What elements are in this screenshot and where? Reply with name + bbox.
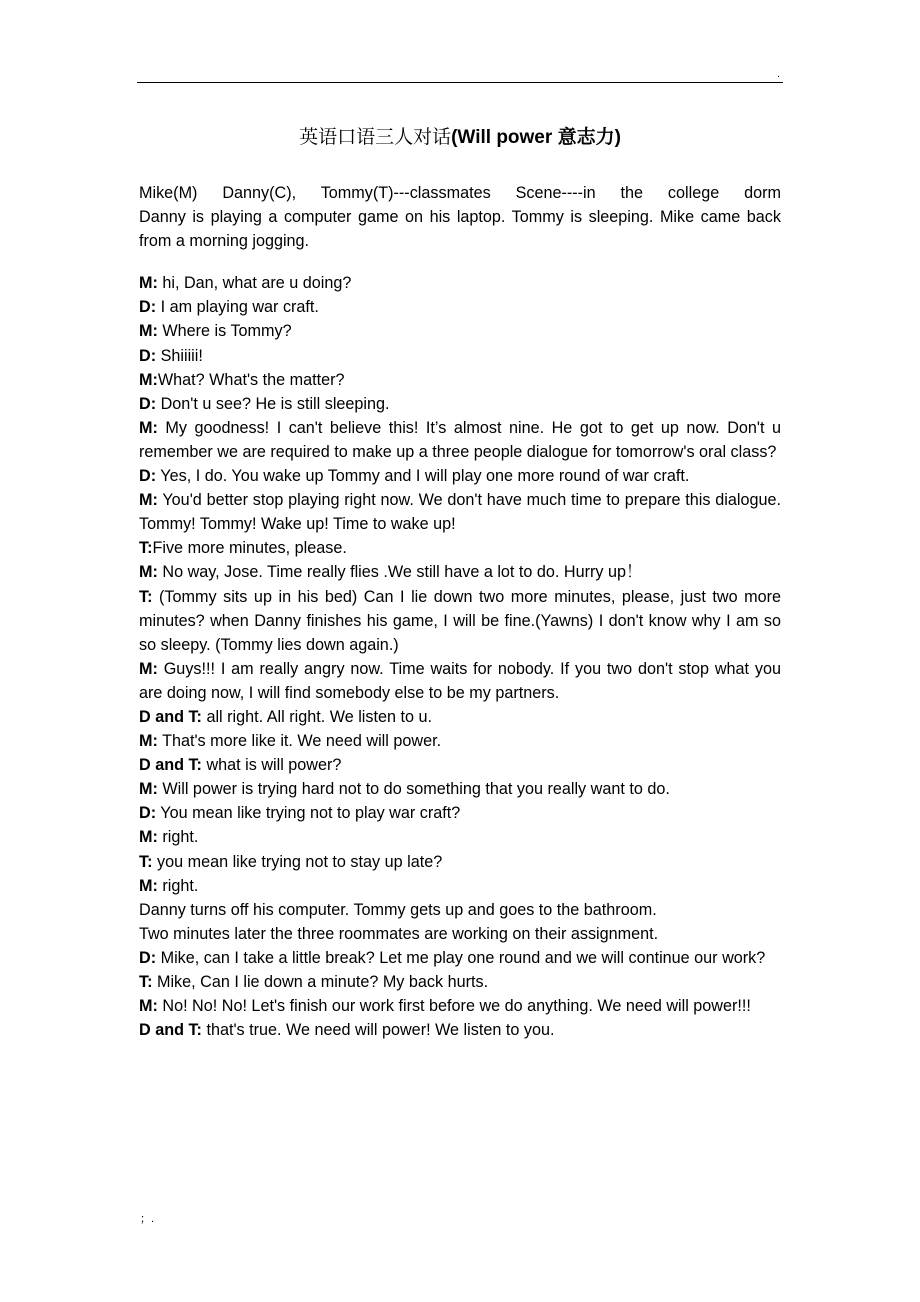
speaker-label: M: xyxy=(139,659,158,678)
dialogue-text: You'd better stop playing right now. We don't have much time to prepare this dialogue. Tommy! Tommy! Wake up! Time to wake up! xyxy=(139,491,781,534)
dialogue-line xyxy=(139,560,781,584)
dialogue-text: hi, Dan, what are u doing? xyxy=(157,274,352,293)
dialogue-text: That's more like it. We need will power. xyxy=(157,732,442,751)
speaker-label: T: xyxy=(139,587,153,606)
dialogue-text: Where is Tommy? xyxy=(157,322,292,341)
dialogue-line xyxy=(139,585,781,657)
dialogue-text: No way, Jose. Time really flies .We still have a lot to do. Hurry up！ xyxy=(157,563,643,582)
speaker-label: M: xyxy=(139,780,158,799)
dialogue-text: what is will power? xyxy=(201,756,342,775)
header-mark: . xyxy=(777,68,781,80)
dialogue-text: Shiiiii! xyxy=(156,346,203,365)
dialogue-line xyxy=(139,970,781,994)
dialogue-text: that's true. We need will power! We listen to you. xyxy=(201,1021,555,1040)
dialogue-text: all right. All right. We listen to u. xyxy=(201,707,432,726)
title-zh-prefix: 英语口语三人对话 xyxy=(299,127,452,148)
dialogue-line xyxy=(139,536,781,560)
title-zh-suffix: 意志力) xyxy=(557,127,621,148)
dialogue-line xyxy=(139,753,781,777)
speaker-label: T: xyxy=(139,852,153,871)
dialogue-text: right. xyxy=(157,876,199,895)
dialogue-line xyxy=(139,898,781,922)
intro-characters-scene xyxy=(139,181,781,205)
dialogue-text: right. xyxy=(157,828,199,847)
dialogue-line xyxy=(139,368,781,392)
dialogue-text: Don't u see? He is still sleeping. xyxy=(156,394,390,413)
dialogue-line xyxy=(139,344,781,368)
dialogue-line xyxy=(139,777,781,801)
dialogue-line xyxy=(139,874,781,898)
dialogue-line xyxy=(139,922,781,946)
dialogue-text: Danny turns off his computer. Tommy gets up and goes to the bathroom. xyxy=(139,900,657,919)
header-rule xyxy=(137,82,783,83)
page-title xyxy=(0,122,920,149)
dialogue-text: What? What's the matter? xyxy=(157,370,345,389)
dialogue-line xyxy=(139,850,781,874)
speaker-label: M: xyxy=(139,274,158,293)
dialogue-text: Mike, can I take a little break? Let me play one round and we will continue our work? xyxy=(156,948,766,967)
speaker-label: M: xyxy=(139,370,158,389)
dialogue-line xyxy=(139,464,781,488)
speaker-label: D and T: xyxy=(139,1021,202,1040)
footer-mark: ；. xyxy=(140,1213,155,1225)
dialogue-line xyxy=(139,729,781,753)
dialogue-line xyxy=(139,825,781,849)
dialogue-list xyxy=(139,271,781,1042)
dialogue-text: Five more minutes, please. xyxy=(152,539,347,558)
dialogue-text: (Tommy sits up in his bed) Can I lie down two more minutes, please, just two more minutes? when Danny finishes his game, I will be fine.(Yawns) I don't know why I am so so sleepy. (Tommy lies down again.) xyxy=(139,587,781,654)
dialogue-text: Will power is trying hard not to do something that you really want to do. xyxy=(157,780,670,799)
speaker-label: D: xyxy=(139,948,157,967)
title-en: (Will power xyxy=(451,127,558,148)
dialogue-line xyxy=(139,392,781,416)
dialogue-line xyxy=(139,295,781,319)
dialogue-line xyxy=(139,1018,781,1042)
dialogue-line xyxy=(139,657,781,705)
speaker-label: M: xyxy=(139,563,158,582)
speaker-label: D: xyxy=(139,298,157,317)
dialogue-text: Two minutes later the three roommates are working on their assignment. xyxy=(139,924,659,943)
dialogue-text: Guys!!! I am really angry now. Time waits for nobody. If you two don't stop what you are doing now, I will find somebody else to be my partners. xyxy=(139,659,781,702)
speaker-label: T: xyxy=(139,539,153,558)
intro-description: Danny is playing a computer game on his laptop. Tommy is sleeping. Mike came back from a morning jogging. xyxy=(139,208,781,251)
speaker-label: M: xyxy=(139,322,158,341)
dialogue-line xyxy=(139,705,781,729)
dialogue-text: No! No! No! Let's finish our work first before we do anything. We need will power!!! xyxy=(157,997,751,1016)
document-body xyxy=(139,181,781,1042)
dialogue-text: You mean like trying not to play war craft? xyxy=(156,804,461,823)
dialogue-line xyxy=(139,416,781,464)
speaker-label: D: xyxy=(139,467,157,486)
speaker-label: M: xyxy=(139,418,158,437)
speaker-label: M: xyxy=(139,491,158,510)
speaker-label: D and T: xyxy=(139,707,202,726)
dialogue-text: My goodness! I can't believe this! It’s almost nine. He got to get up now. Don't u remember we are required to make up a three people dialogue for tomorrow's oral class? xyxy=(139,418,781,461)
dialogue-line xyxy=(139,271,781,295)
speaker-label: D: xyxy=(139,346,157,365)
scene-line: Scene----in the college dorm xyxy=(515,184,782,202)
speaker-label: M: xyxy=(139,876,158,895)
speaker-label: D and T: xyxy=(139,756,202,775)
dialogue-text: I am playing war craft. xyxy=(156,298,319,317)
dialogue-line xyxy=(139,801,781,825)
speaker-label: D: xyxy=(139,394,157,413)
speaker-label: D: xyxy=(139,804,157,823)
dialogue-text: you mean like trying not to stay up late? xyxy=(152,852,443,871)
speaker-label: M: xyxy=(139,828,158,847)
dialogue-line xyxy=(139,319,781,343)
speaker-label: M: xyxy=(139,732,158,751)
dialogue-line xyxy=(139,488,781,536)
dialogue-line xyxy=(139,994,781,1018)
dialogue-text: Yes, I do. You wake up Tommy and I will play one more round of war craft. xyxy=(156,467,690,486)
speaker-label: M: xyxy=(139,997,158,1016)
characters-line: Mike(M) Danny(C), Tommy(T)---classmates xyxy=(139,184,491,202)
intro-block xyxy=(139,181,781,253)
dialogue-text: Mike, Can I lie down a minute? My back hurts. xyxy=(152,973,489,991)
speaker-label: T: xyxy=(139,973,153,991)
dialogue-line xyxy=(139,946,781,970)
